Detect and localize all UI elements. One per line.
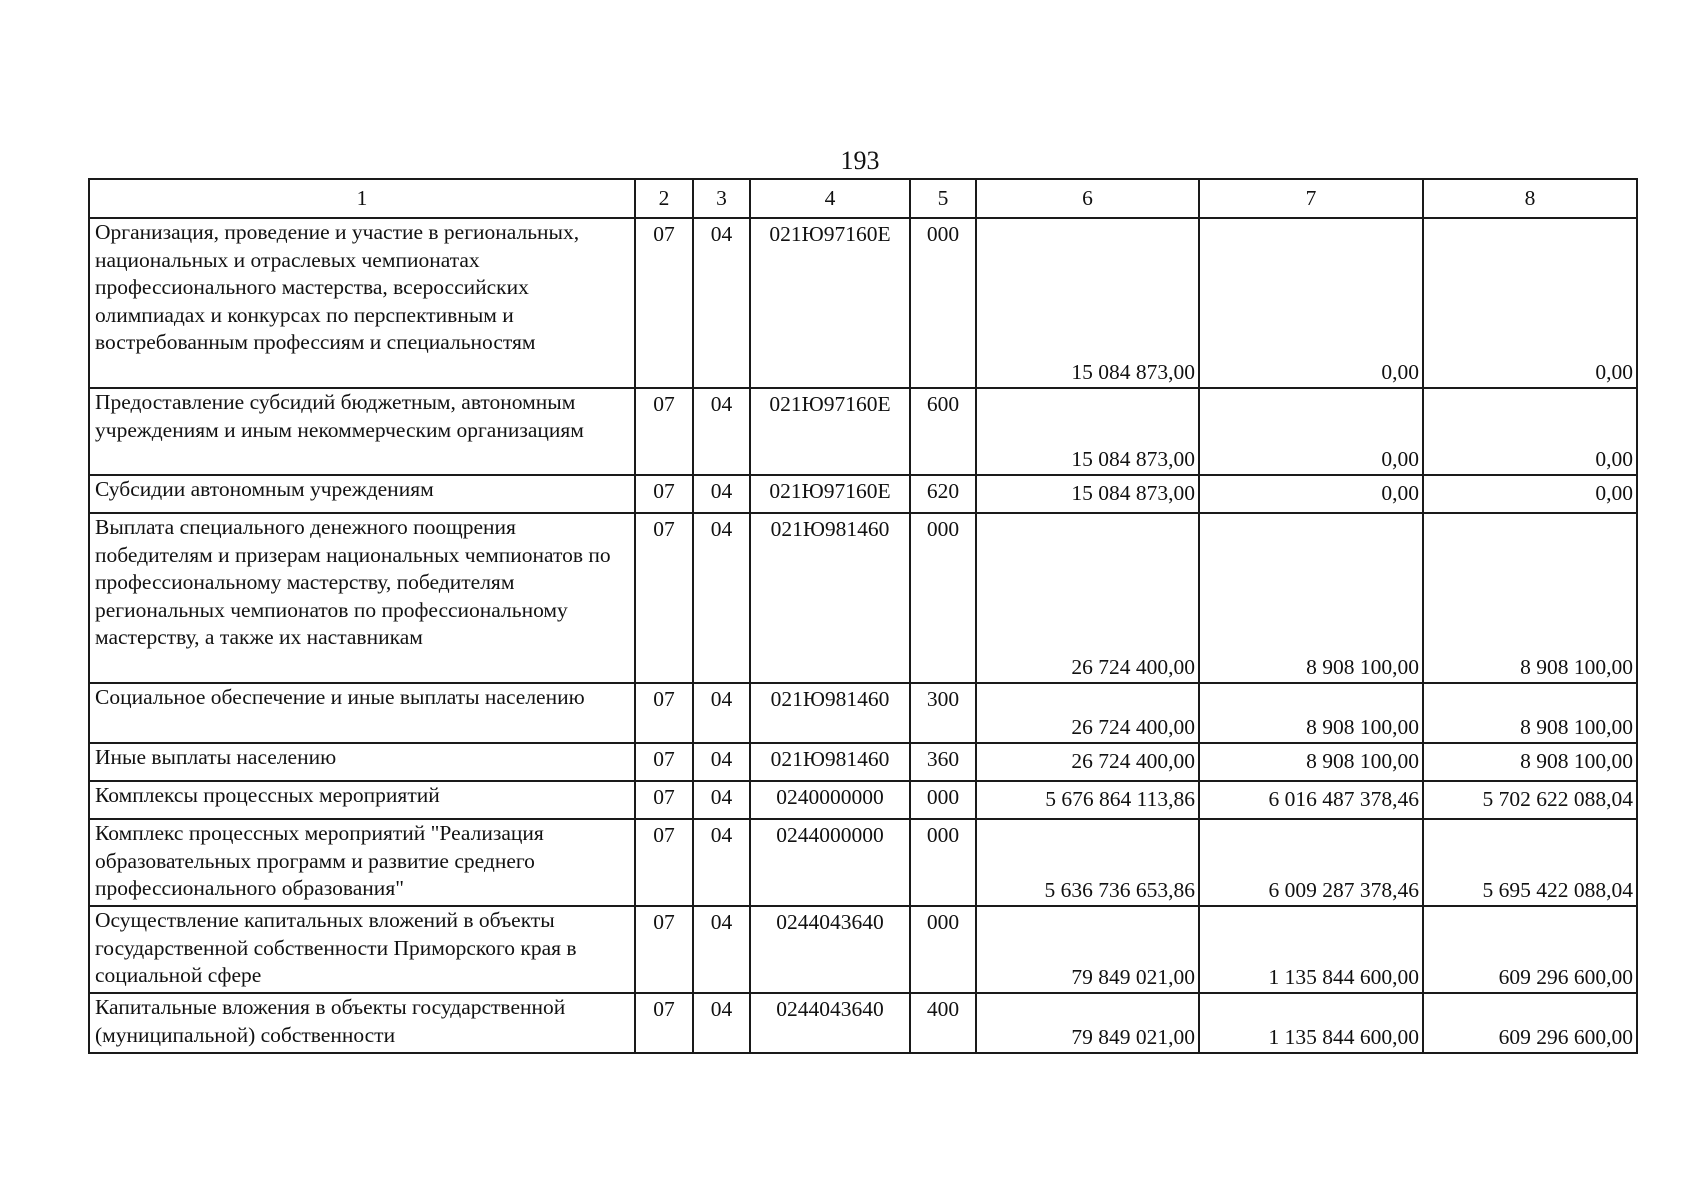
section-code: 07 <box>635 819 693 906</box>
header-cell-4: 4 <box>750 179 910 218</box>
expense-type-code: 000 <box>910 906 976 993</box>
target-article-code: 0240000000 <box>750 781 910 819</box>
expense-type-code: 400 <box>910 993 976 1053</box>
target-article-code: 021Ю981460 <box>750 743 910 781</box>
section-code: 07 <box>635 993 693 1053</box>
amount-col7: 0,00 <box>1199 475 1423 513</box>
expense-type-code: 600 <box>910 388 976 475</box>
target-article-code: 021Ю981460 <box>750 683 910 743</box>
amount-col7: 0,00 <box>1199 388 1423 475</box>
table-header-row <box>89 179 1637 218</box>
row-name: Иные выплаты населению <box>89 743 635 781</box>
row-name: Предоставление субсидий бюджетным, автономным учреждениям и иным некоммерческим организациям <box>89 388 635 475</box>
section-code: 07 <box>635 906 693 993</box>
row-name: Субсидии автономным учреждениям <box>89 475 635 513</box>
budget-table <box>88 178 1638 1054</box>
amount-col8: 0,00 <box>1423 388 1637 475</box>
table-row <box>89 743 1637 781</box>
row-name: Выплата специального денежного поощрения победителям и призерам национальных чемпионатов по профессиональному мастерству, победителям региональных чемпионатов по профессиональному мастерству, а также их наставникам <box>89 513 635 683</box>
amount-col7: 8 908 100,00 <box>1199 513 1423 683</box>
amount-col8: 0,00 <box>1423 475 1637 513</box>
section-code: 07 <box>635 388 693 475</box>
amount-col6: 26 724 400,00 <box>976 743 1199 781</box>
expense-type-code: 000 <box>910 218 976 388</box>
amount-col6: 15 084 873,00 <box>976 388 1199 475</box>
amount-col6: 79 849 021,00 <box>976 993 1199 1053</box>
target-article-code: 021Ю981460 <box>750 513 910 683</box>
target-article-code: 0244043640 <box>750 993 910 1053</box>
table-row <box>89 906 1637 993</box>
row-name: Капитальные вложения в объекты государственной (муниципальной) собственности <box>89 993 635 1053</box>
row-name: Комплекс процессных мероприятий "Реализация образовательных программ и развитие среднего профессионального образования" <box>89 819 635 906</box>
table-row <box>89 218 1637 388</box>
target-article-code: 021Ю97160Е <box>750 475 910 513</box>
expense-type-code: 000 <box>910 781 976 819</box>
subsection-code: 04 <box>693 819 750 906</box>
row-name: Комплексы процессных мероприятий <box>89 781 635 819</box>
target-article-code: 021Ю97160Е <box>750 218 910 388</box>
amount-col7: 8 908 100,00 <box>1199 743 1423 781</box>
amount-col6: 26 724 400,00 <box>976 513 1199 683</box>
table-row <box>89 819 1637 906</box>
amount-col6: 5 636 736 653,86 <box>976 819 1199 906</box>
row-name: Социальное обеспечение и иные выплаты населению <box>89 683 635 743</box>
amount-col8: 609 296 600,00 <box>1423 906 1637 993</box>
subsection-code: 04 <box>693 475 750 513</box>
target-article-code: 021Ю97160Е <box>750 388 910 475</box>
subsection-code: 04 <box>693 781 750 819</box>
header-cell-7: 7 <box>1199 179 1423 218</box>
table-row <box>89 388 1637 475</box>
header-cell-6: 6 <box>976 179 1199 218</box>
section-code: 07 <box>635 683 693 743</box>
expense-type-code: 000 <box>910 513 976 683</box>
section-code: 07 <box>635 475 693 513</box>
target-article-code: 0244043640 <box>750 906 910 993</box>
section-code: 07 <box>635 513 693 683</box>
amount-col8: 8 908 100,00 <box>1423 743 1637 781</box>
expense-type-code: 300 <box>910 683 976 743</box>
amount-col6: 26 724 400,00 <box>976 683 1199 743</box>
header-cell-5: 5 <box>910 179 976 218</box>
amount-col6: 79 849 021,00 <box>976 906 1199 993</box>
row-name: Осуществление капитальных вложений в объекты государственной собственности Приморского края в социальной сфере <box>89 906 635 993</box>
subsection-code: 04 <box>693 993 750 1053</box>
table-row <box>89 781 1637 819</box>
amount-col7: 0,00 <box>1199 218 1423 388</box>
amount-col8: 5 695 422 088,04 <box>1423 819 1637 906</box>
subsection-code: 04 <box>693 513 750 683</box>
subsection-code: 04 <box>693 906 750 993</box>
amount-col6: 15 084 873,00 <box>976 475 1199 513</box>
expense-type-code: 360 <box>910 743 976 781</box>
section-code: 07 <box>635 218 693 388</box>
expense-type-code: 000 <box>910 819 976 906</box>
amount-col7: 1 135 844 600,00 <box>1199 906 1423 993</box>
amount-col8: 5 702 622 088,04 <box>1423 781 1637 819</box>
subsection-code: 04 <box>693 743 750 781</box>
table-row <box>89 475 1637 513</box>
header-cell-3: 3 <box>693 179 750 218</box>
amount-col7: 8 908 100,00 <box>1199 683 1423 743</box>
amount-col8: 8 908 100,00 <box>1423 513 1637 683</box>
header-cell-2: 2 <box>635 179 693 218</box>
amount-col8: 8 908 100,00 <box>1423 683 1637 743</box>
table-row <box>89 683 1637 743</box>
page-number: 193 <box>840 146 880 175</box>
header-cell-8: 8 <box>1423 179 1637 218</box>
amount-col8: 609 296 600,00 <box>1423 993 1637 1053</box>
amount-col7: 6 009 287 378,46 <box>1199 819 1423 906</box>
expense-type-code: 620 <box>910 475 976 513</box>
target-article-code: 0244000000 <box>750 819 910 906</box>
table-row <box>89 513 1637 683</box>
amount-col7: 6 016 487 378,46 <box>1199 781 1423 819</box>
table-row <box>89 993 1637 1053</box>
amount-col8: 0,00 <box>1423 218 1637 388</box>
amount-col6: 5 676 864 113,86 <box>976 781 1199 819</box>
row-name: Организация, проведение и участие в региональных, национальных и отраслевых чемпионатах профессионального мастерства, всероссийских олимпиадах и конкурсах по перспективным и востребованным профессиям и специальностям <box>89 218 635 388</box>
subsection-code: 04 <box>693 683 750 743</box>
subsection-code: 04 <box>693 388 750 475</box>
subsection-code: 04 <box>693 218 750 388</box>
section-code: 07 <box>635 743 693 781</box>
amount-col6: 15 084 873,00 <box>976 218 1199 388</box>
section-code: 07 <box>635 781 693 819</box>
amount-col7: 1 135 844 600,00 <box>1199 993 1423 1053</box>
header-cell-1: 1 <box>89 179 635 218</box>
